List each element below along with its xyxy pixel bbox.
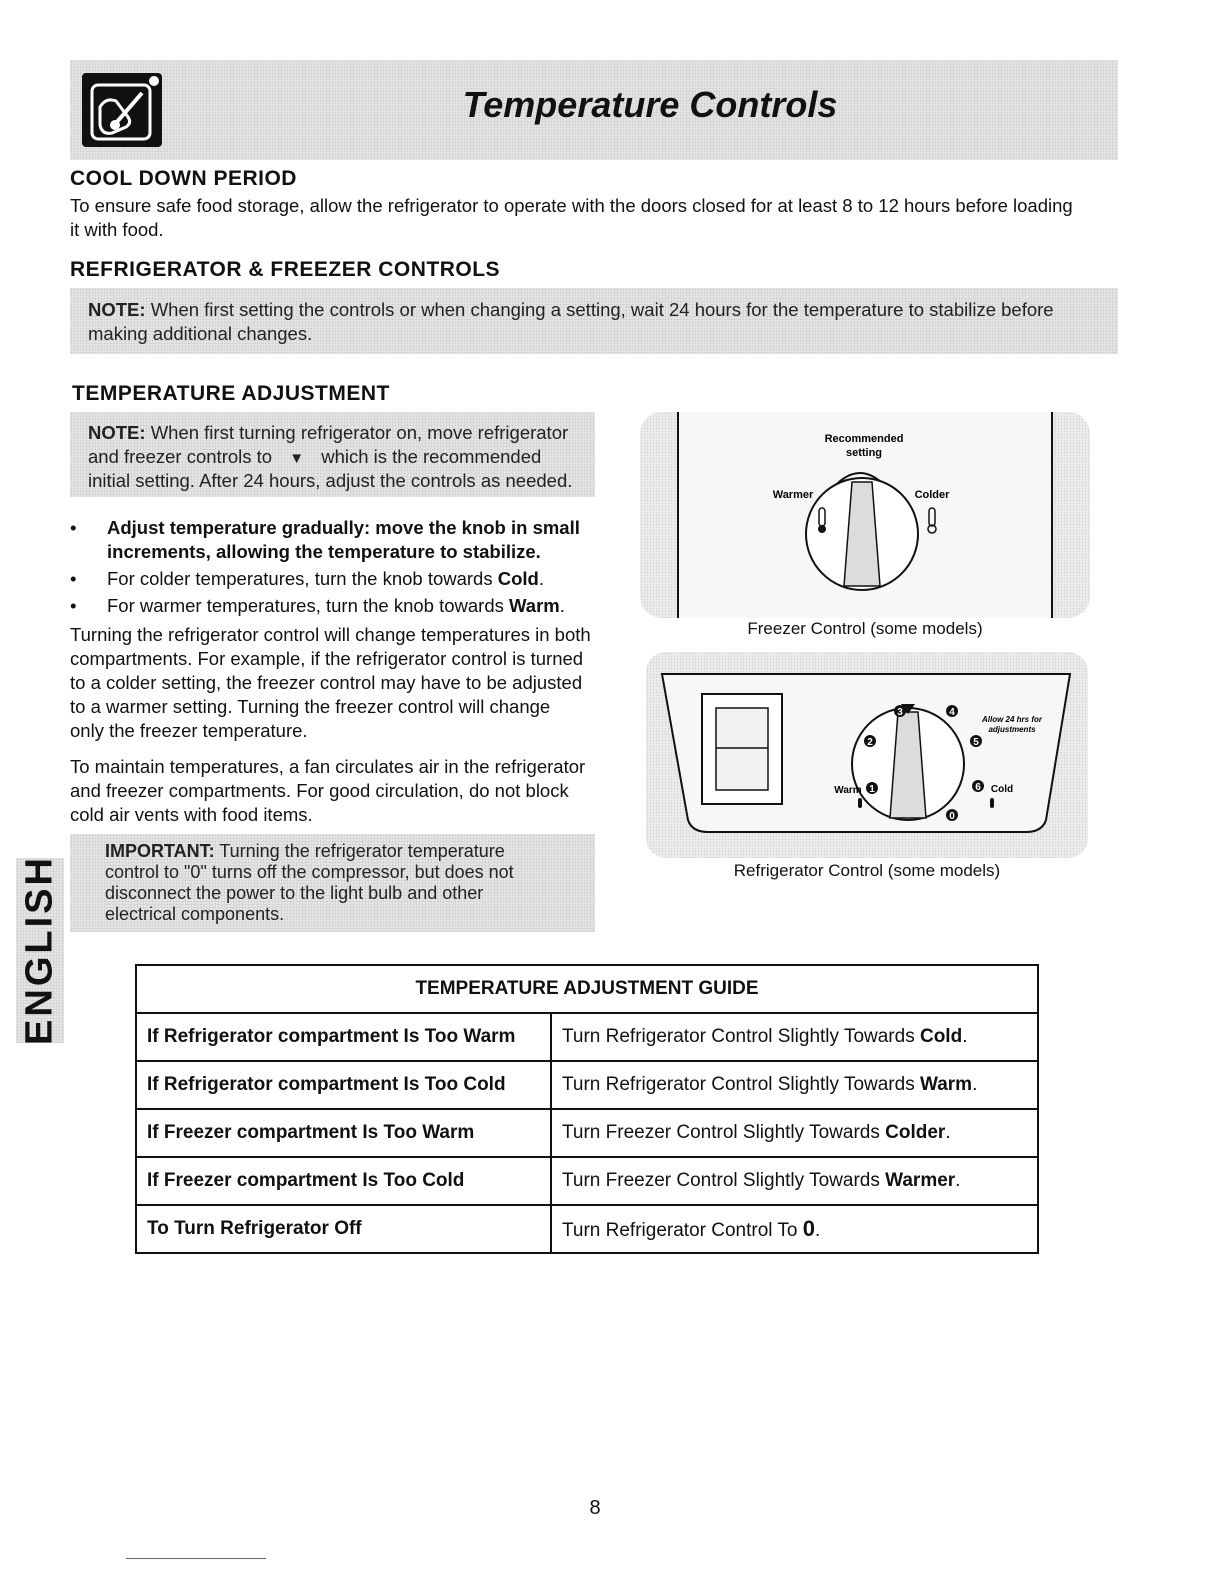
guide-action-text: Turn Refrigerator Control Slightly Towards [562,1026,920,1047]
dial-number-3: 3 [897,707,903,718]
warm-label: Warm [834,785,862,796]
table-row [136,1109,1038,1157]
para-controls-line2: compartments. For example, if the refrigerator control is turned [70,648,584,669]
controls-note-label: NOTE: [88,299,146,320]
guide-action-text: Turn Freezer Control Slightly Towards [562,1170,886,1191]
dial-number-5: 5 [973,737,979,748]
dial-number-1: 1 [869,784,875,795]
temperature-adjustment-guide [135,964,1039,1254]
important-line2: control to "0" turns off the compressor, but does not [105,862,514,882]
bullet-warmer-plain: For warmer temperatures, turn the knob towards [107,595,510,616]
adjustment-note-line3: initial setting. After 24 hours, adjust the controls as needed. [88,470,573,491]
guide-condition: If Freezer compartment Is Too Warm [136,1109,551,1157]
guide-action-text: Turn Refrigerator Control Slightly Towards [562,1074,920,1095]
table-row [136,1061,1038,1109]
language-tab-label: ENGLISH [18,855,61,1045]
dial-number-6: 6 [975,782,981,793]
page-title: Temperature Controls [462,84,838,125]
para-fan-line2: and freezer compartments. For good circulation, do not block [70,780,569,801]
controls-note-line1 [88,298,1054,322]
guide-action-text: Turn Refrigerator Control To [562,1220,803,1241]
light-switch-rocker [716,708,768,790]
important-line1 [105,841,505,862]
guide-action-bold: 0 [802,1216,816,1241]
adjustment-note-label: NOTE: [88,422,146,443]
guide-action: Turn Refrigerator Control Slightly Towards Cold. [551,1013,1038,1061]
controls-heading: REFRIGERATOR & FREEZER CONTROLS [70,258,501,281]
important-label: IMPORTANT: [105,841,215,861]
warmer-label: Warmer [772,489,814,501]
allow-24hrs-line2: adjustments [988,725,1036,734]
bullet-gradual-line2: increments, allowing the temperature to stabilize. [107,541,541,562]
dial-number-2: 2 [867,737,873,748]
para-controls-line1: Turning the refrigerator control will change temperatures in both [70,624,591,645]
para-fan-line1: To maintain temperatures, a fan circulates air in the refrigerator [70,756,586,777]
freezer-caption: Freezer Control (some models) [747,619,983,638]
adjustment-note-text2a: and freezer controls to [88,446,278,467]
guide-action: Turn Freezer Control Slightly Towards Colder. [551,1109,1038,1157]
para-controls-line3: to a colder setting, the freezer control may have to be adjusted [70,672,583,693]
cold-label: Cold [990,784,1014,795]
guide-action: Turn Refrigerator Control To 0. [551,1205,1038,1253]
recommended-label-line2: setting [845,447,883,459]
para-fan-line3: cold air vents with food items. [70,804,313,825]
guide-action-text: Turn Freezer Control Slightly Towards [562,1122,886,1143]
table-row [136,1205,1038,1253]
guide-condition: If Refrigerator compartment Is Too Warm [136,1013,551,1061]
freezer-control-figure [640,412,1090,618]
adjustment-note-text1: When first turning refrigerator on, move refrigerator [145,422,569,443]
guide-action: Turn Refrigerator Control Slightly Towards Warm. [551,1061,1038,1109]
cool-down-line1: To ensure safe food storage, allow the refrigerator to operate with the doors closed for at least 8 to 12 hours before loading [70,195,1073,216]
recommended-arrow-icon: ▼ [289,450,305,467]
guide-header-row [136,965,1038,1013]
thermometer-hand-icon [82,73,162,147]
colder-label: Colder [914,489,950,501]
adjustment-note-text2b: which is the recommended [316,446,542,467]
bullet-warmer-bold: Warm [509,595,560,616]
para-controls-line4: to a warmer setting. Turning the freezer control will change [70,696,551,717]
para-controls-line5: only the freezer temperature. [70,720,308,741]
table-row [136,1013,1038,1061]
guide-condition: If Refrigerator compartment Is Too Cold [136,1061,551,1109]
allow-24hrs-line1: Allow 24 hrs for [981,715,1043,724]
recommended-label-line1: Recommended [824,433,904,445]
controls-note-line2: making additional changes. [88,323,313,344]
dial-number-4: 4 [949,707,955,718]
bullet-dot: • [70,517,77,538]
important-text1: Turning the refrigerator temperature [214,841,505,861]
guide-title: TEMPERATURE ADJUSTMENT GUIDE [136,965,1038,1013]
guide-condition: If Freezer compartment Is Too Cold [136,1157,551,1205]
bullet-colder-plain: For colder temperatures, turn the knob towards [107,568,498,589]
adjustment-note-line1 [88,421,568,445]
bullet-gradual-line1: Adjust temperature gradually: move the knob in small [107,517,580,538]
refrigerator-cold-thermometer-icon [990,798,994,808]
bullet-warmer-text: For warmer temperatures, turn the knob towards Warm. [107,595,565,616]
guide-action-bold: Warm [919,1074,973,1095]
cool-down-line2: it with food. [70,219,164,240]
footer-rule [126,1558,266,1559]
bullet-dot: • [70,595,77,616]
adjustment-note-line2 [88,445,541,471]
important-line4: electrical components. [105,904,285,924]
guide-action: Turn Freezer Control Slightly Towards Warmer. [551,1157,1038,1205]
page-number: 8 [589,1497,601,1519]
refrigerator-caption: Refrigerator Control (some models) [733,861,1001,880]
bullet-colder-bold: Cold [497,568,539,589]
guide-action-bold: Colder [885,1122,946,1143]
refrigerator-control-figure [646,652,1088,858]
guide-condition: To Turn Refrigerator Off [136,1205,551,1253]
bullet-dot: • [70,568,77,589]
guide-action-bold: Warmer [885,1170,956,1191]
important-line3: disconnect the power to the light bulb and other [105,883,484,903]
dial-number-0: 0 [949,811,955,822]
bullet-colder-text: For colder temperatures, turn the knob towards Cold. [107,568,544,589]
adjustment-heading: TEMPERATURE ADJUSTMENT [72,382,390,405]
table-row [136,1157,1038,1205]
cool-down-heading: COOL DOWN PERIOD [70,167,297,190]
refrigerator-warm-thermometer-icon [858,798,862,808]
guide-action-bold: Cold [919,1026,963,1047]
controls-note-text1: When first setting the controls or when changing a setting, wait 24 hours for the temperature to stabilize before [145,299,1054,320]
